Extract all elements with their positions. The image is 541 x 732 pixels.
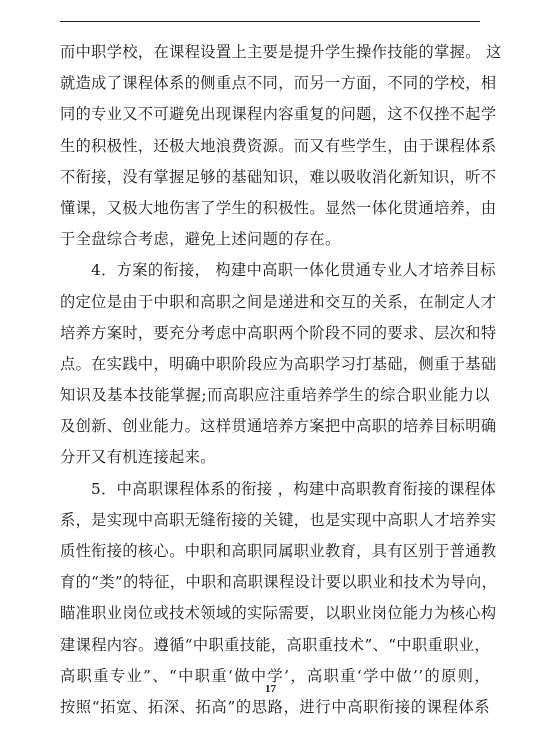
text-line: 生的积极性，还极大地浪费资源。而又有些学生，由于课程体系 [60, 136, 497, 155]
text-line: 就造成了课程体系的侧重点不同，而另一方面，不同的学校，相 [60, 74, 497, 93]
paragraph [60, 255, 497, 473]
text-line: 的定位是由于中职和高职之间是递进和交互的关系，在制定人才 [60, 292, 497, 311]
text-line: 5．中高职课程体系的衔接 ，构建中高职教育衔接的课程体 [91, 479, 496, 498]
text-line: 及创新、创业能力。这样贯通培养方案把中高职的培养目标明确 [60, 417, 497, 436]
page-body [60, 37, 502, 723]
text-line: 4．方案的衔接， 构建中高职一体化贯通专业人才培养目标 [91, 261, 496, 280]
header-rule [60, 21, 480, 22]
text-line: 分开又有机连接起来。 [60, 448, 216, 467]
text-line: 高职重专业”、“中职重‘做中学’，高职重‘学中做’’的原则， [60, 666, 490, 685]
text-line: 不衔接，没有掌握足够的基础知识，难以吸收消化新知识，听不 [60, 167, 497, 186]
text-line: 按照“拓宽、拓深、拓高”的思路，进行中高职衔接的课程体系 [60, 697, 490, 716]
text-line: 质性衔接的核心。中职和高职同属职业教育，具有区别于普通教 [60, 542, 497, 560]
text-line: 知识及基本技能掌握;而高职应注重培养学生的综合职业能力以 [60, 386, 490, 405]
text-line: 点。在实践中，明确中职阶段应为高职学习打基础，侧重于基础 [60, 354, 497, 373]
text-line: 瞄准职业岗位或技术领域的实际需要，以职业岗位能力为核心构 [60, 604, 497, 623]
text-line: 育的“类”的特征，中职和高职课程设计要以职业和技术为导向， [60, 573, 498, 592]
text-line: 同的专业又不可避免出现课程内容重复的问题，这不仅挫不起学 [60, 105, 497, 124]
text-line: 系，是实现中高职无缝衔接的关键，也是实现中高职人才培养实 [60, 510, 497, 529]
text-line: 而中职学校，在课程设置上主要是提升学生操作技能的掌握。 这 [60, 43, 502, 61]
text-line: 培养方案时，要充分考虑中高职两个阶段不同的要求、层次和特 [60, 323, 497, 342]
text-line: 建课程内容。遵循“中职重技能，高职重技术”、“中职重职业， [60, 635, 490, 654]
paragraph [60, 37, 502, 255]
page-number: 17 [265, 683, 276, 695]
text-line: 懂课，又极大地伤害了学生的积极性。显然一体化贯通培养，由 [60, 198, 497, 217]
text-line: 于全盘综合考虑，避免上述问题的存在。 [60, 230, 341, 249]
